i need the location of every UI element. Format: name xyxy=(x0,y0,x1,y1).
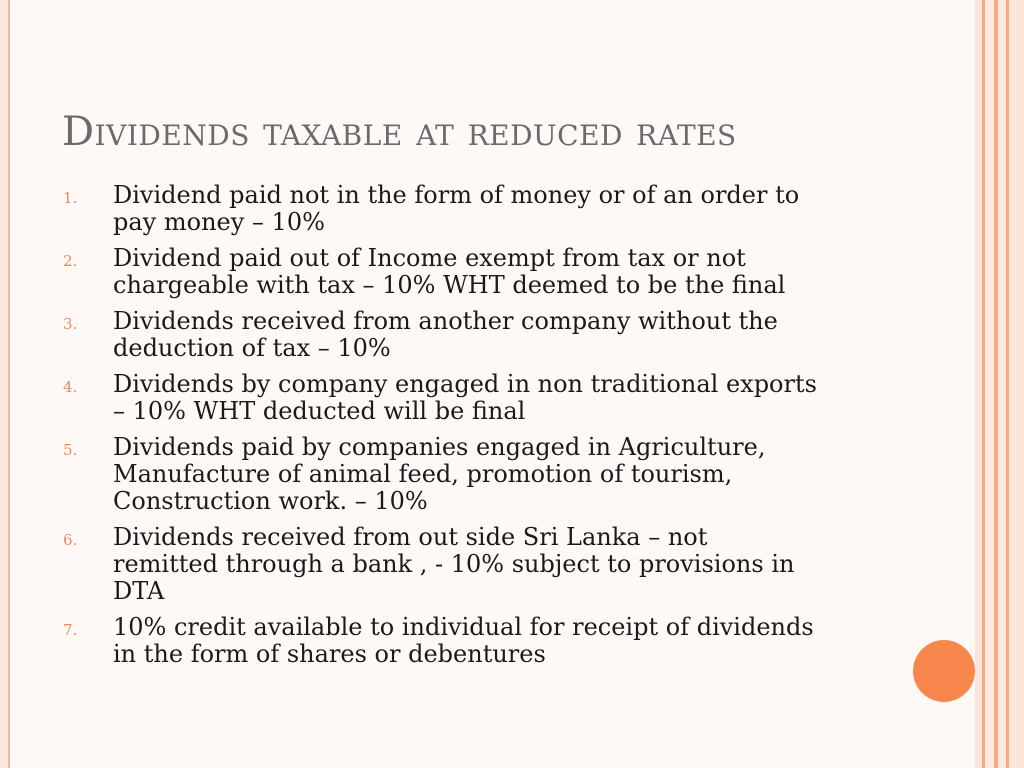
list-item-text: Dividends received from out side Sri Lanka – not remitted through a bank , - 10% subject to provisions in DTA xyxy=(113,523,795,605)
list-item-number: 3. xyxy=(63,315,78,333)
list-item-number: 2. xyxy=(63,252,78,270)
decor-stripe xyxy=(1009,0,1024,768)
list-item xyxy=(0,245,893,299)
list-item xyxy=(0,371,893,425)
list-item xyxy=(0,614,893,668)
decor-circle xyxy=(913,640,975,702)
list-item-text: Dividends by company engaged in non traditional exports – 10% WHT deducted will be final xyxy=(113,370,817,425)
decor-stripe xyxy=(998,0,1006,768)
list-item xyxy=(0,308,893,362)
list-item-text: 10% credit available to individual for receipt of dividends in the form of shares or debentures xyxy=(113,613,814,668)
list-item xyxy=(0,524,893,605)
list-item-text: Dividends paid by companies engaged in Agriculture, Manufacture of animal feed, promotion of tourism, Construction work. – 10% xyxy=(113,433,766,515)
list-item-number: 7. xyxy=(63,621,78,639)
list-item-number: 5. xyxy=(63,441,78,459)
decor-stripe xyxy=(985,0,994,768)
list-item-text: Dividends received from another company without the deduction of tax – 10% xyxy=(113,307,778,362)
list-item-number: 1. xyxy=(63,189,78,207)
dividend-list xyxy=(0,182,893,677)
list-item-text: Dividend paid not in the form of money or of an order to pay money – 10% xyxy=(113,181,800,236)
list-item-number: 4. xyxy=(63,378,78,396)
list-item xyxy=(0,182,893,236)
decor-stripe xyxy=(975,0,982,768)
list-item xyxy=(0,434,893,515)
list-item-text: Dividend paid out of Income exempt from tax or not chargeable with tax – 10% WHT deemed to be the final xyxy=(113,244,786,299)
list-item-number: 6. xyxy=(63,531,78,549)
slide-title: Dividends taxable at reduced rates xyxy=(62,109,737,155)
